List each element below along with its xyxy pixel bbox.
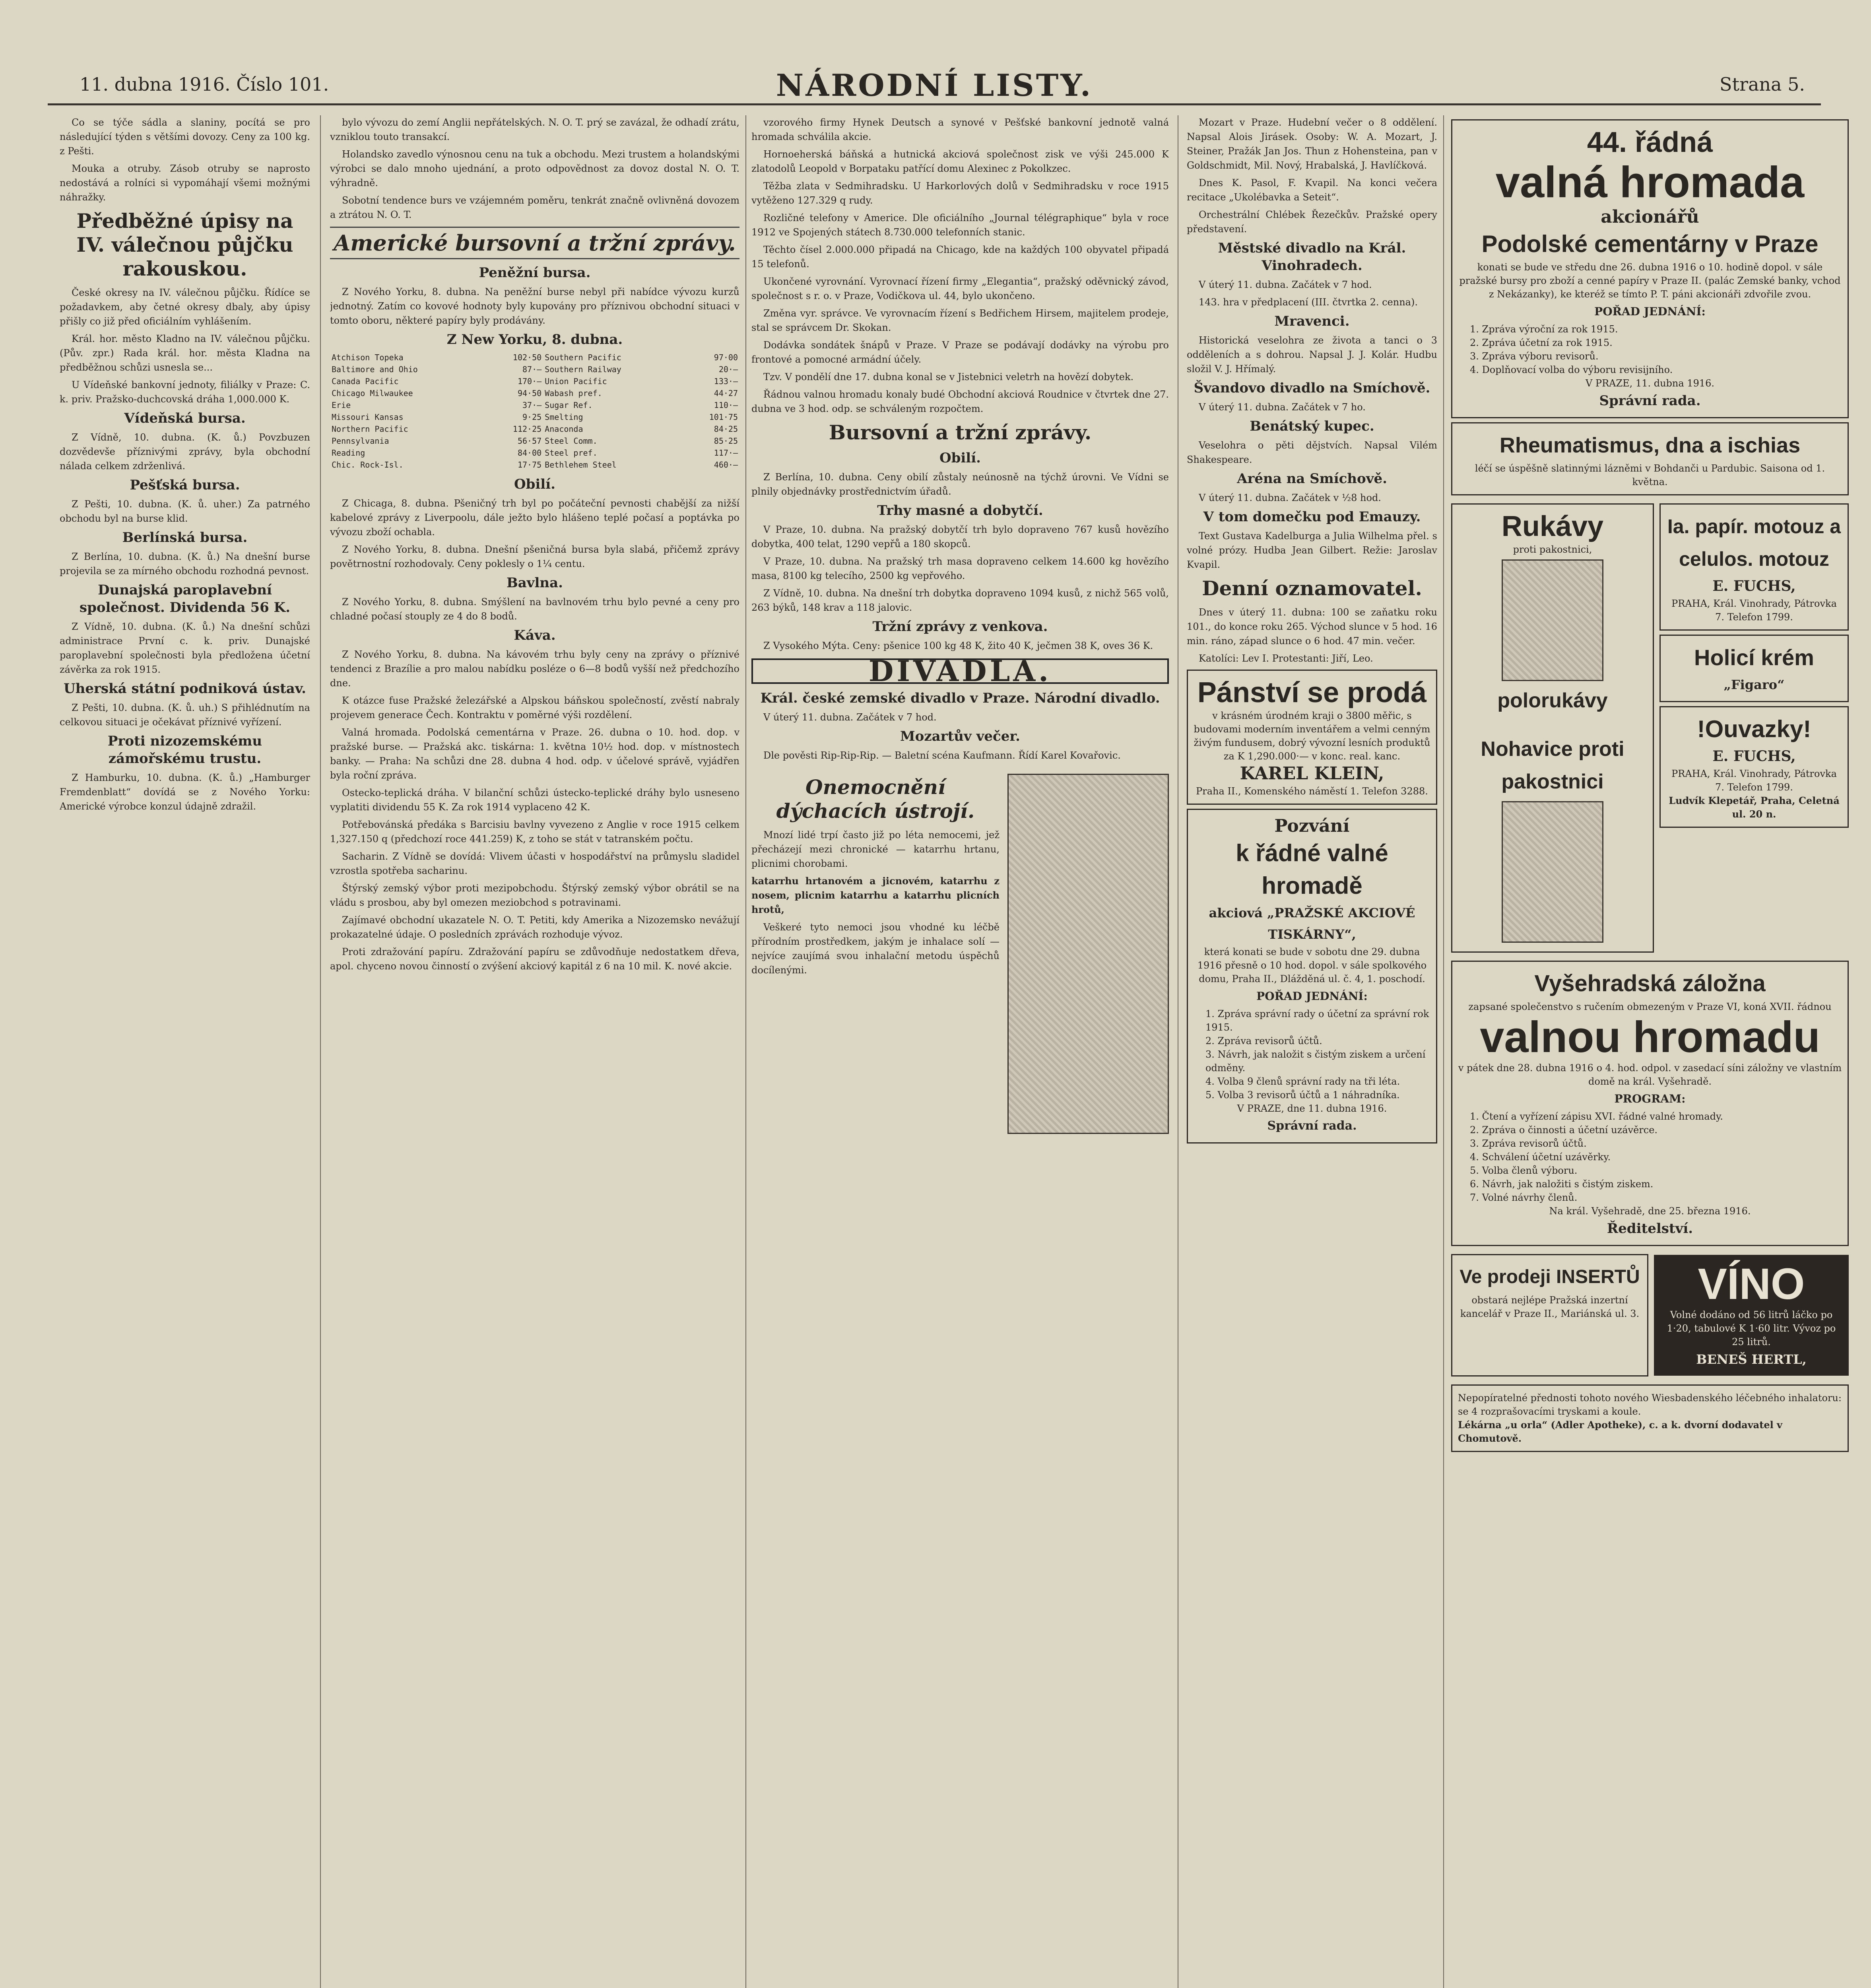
section-heading: Berlínská bursa. bbox=[122, 530, 248, 546]
ad-headline: Holicí krém bbox=[1694, 645, 1814, 670]
stock-price: 56·57 bbox=[517, 436, 542, 446]
ad-text: zapsané společenstvo s ručením obmezeným v Praze VI, koná XVII. řádnou bbox=[1468, 1001, 1832, 1012]
ad-text: v krásném úrodném kraji o 3800 měřic, s budovami moderním inventářem a velmi cenným živým fundusem, dobrý vývozní lesních produktů za K 1,290.000·— v konc. real. kanc. bbox=[1194, 710, 1430, 762]
ad-headline-big: valnou hromadu bbox=[1480, 1013, 1820, 1062]
estate-sale-advertisement bbox=[1187, 670, 1437, 805]
program-item: 1. Čtení a vyřízení zápisu XVI. řádné valné hromady. bbox=[1470, 1111, 1723, 1122]
article-paragraph: Z Nového Yorku, 8. dubna. Na kávovém trhu byly ceny na zprávy o příznivé tendenci z Brazílie a pro malou nabídku posléze o 6—8 bodů vyšší než předchozího dne. bbox=[330, 649, 739, 689]
stock-price: 97·00 bbox=[714, 353, 738, 362]
section-heading: Peněžní bursa. bbox=[479, 265, 591, 281]
play-title: Mravenci. bbox=[1274, 313, 1350, 329]
section-heading: Pešťská bursa. bbox=[130, 477, 240, 493]
program-item: 1. Zpráva správní rady o účetní za správní rok 1915. bbox=[1205, 1008, 1429, 1033]
ad-headline: Nohavice proti pakostnici bbox=[1481, 738, 1625, 793]
stock-name: Sugar Ref. bbox=[545, 400, 593, 410]
article-paragraph: Z Nového Yorku, 8. dubna. Smýšlení na bavlnovém trhu bylo pevné a ceny pro chladné počasí stouply ze 4 do 8 bodů. bbox=[330, 596, 739, 622]
spa-advertisement bbox=[1451, 422, 1849, 495]
stock-price: 460·— bbox=[714, 460, 738, 470]
program-item: 6. Návrh, jak naložiti s čistým ziskem. bbox=[1470, 1178, 1654, 1190]
theatre-description: Text Gustava Kadelburga a Julia Wilhelma přel. s volné prózy. Hudba Jean Gilbert. Režie: Jaroslav Kvapil. bbox=[1187, 530, 1437, 570]
article-paragraph: Dnes v úterý 11. dubna: 100 se zaňatku roku 101., do konce roku 265. Východ slunce v 5 hod. 16 min. ráno, západ slunce o 6 hod. 47 min. večer. bbox=[1187, 607, 1437, 646]
ad-program-heading: POŘAD JEDNÁNÍ: bbox=[1594, 305, 1706, 318]
article-paragraph: Z Vysokého Mýta. Ceny: pšenice 100 kg 48 K, žito 40 K, ječmen 38 K, oves 36 K. bbox=[763, 640, 1153, 651]
ad-other-advertiser: Ludvík Klepetář, Praha, Celetná ul. 20 n. bbox=[1669, 795, 1840, 820]
column-divider bbox=[320, 115, 321, 1988]
ad-advertiser: E. FUCHS, bbox=[1712, 578, 1796, 594]
ad-headline: Pánství se prodá bbox=[1197, 677, 1427, 709]
stock-name: Atchison Topeka bbox=[332, 353, 404, 362]
ad-program-list bbox=[1194, 1007, 1430, 1102]
ad-headline: 44. řádná bbox=[1587, 126, 1713, 158]
article-paragraph: Proti zdražování papíru. Zdražování papíru se zdůvodňuje nedostatkem dřeva, apol. chyceno novou činností o zvýšení akciový kapitál z 6 na 10 mil. K. nové akcie. bbox=[330, 946, 739, 972]
theatre-name: Švandovo divadlo na Smíchově. bbox=[1194, 380, 1430, 396]
stock-name: Erie bbox=[332, 400, 351, 410]
ad-headline: Onemocnění dýchacích ústrojí. bbox=[776, 775, 975, 823]
section-heading: Káva. bbox=[514, 627, 556, 643]
program-item: 2. Zpráva revisorů účtů. bbox=[1205, 1035, 1322, 1046]
stock-price: 170·— bbox=[517, 377, 542, 386]
article-paragraph: Štýrský zemský výbor proti mezipobchodu. Štýrský zemský výbor obrátil se na vládu s prosbou, aby byl omezen meziobchod s potravinami. bbox=[330, 883, 739, 908]
page-header bbox=[48, 60, 1821, 105]
strings-advertisement bbox=[1659, 706, 1849, 828]
section-heading: Předběžné úpisy na IV. válečnou půjčku rakouskou. bbox=[76, 209, 293, 280]
program-item: 3. Zpráva výboru revisorů. bbox=[1470, 351, 1599, 362]
ad-date: Na král. Vyšehradě, dne 25. března 1916. bbox=[1549, 1206, 1751, 1217]
article-paragraph: Co se týče sádla a slaniny, pocítá se pro následující týden s většími dovozy. Ceny za 100 kg. z Pešti. bbox=[60, 117, 310, 157]
stock-price: 84·25 bbox=[714, 424, 738, 434]
stock-name: Union Pacific bbox=[545, 377, 607, 386]
ad-text: Volné dodáno od 56 litrů láčko po 1·20, tabulové K 1·60 litr. Vývoz po 25 litrů. bbox=[1667, 1309, 1836, 1347]
article-paragraph: Z Nového Yorku, 8. dubna. Na peněžní burse nebyl při nabídce vývozu kurzů jednotný. Zatím co kovové hodnoty byly kupovány pro příznivou obchodní situaci v tomto oboru, některé papíry byly prodávány. bbox=[330, 286, 739, 326]
theatre-description: Dnes K. Pasol, F. Kvapil. Na konci večera recitace „Ukolébavka a Seteit“. bbox=[1187, 177, 1437, 203]
twine-advertisement bbox=[1659, 503, 1849, 631]
ad-program-list bbox=[1458, 1110, 1842, 1204]
ad-date: V PRAZE, 11. dubna 1916. bbox=[1585, 378, 1715, 389]
ad-text: konati se bude ve středu dne 26. dubna 1916 o 10. hodině dopol. v sále pražské bursy pro zboží a cenné papíry v Praze II. (palác Zemské banky, vchod z Nekázanky), ke kteréž se tímto P. T. páni akcionáři zdvořile zvou. bbox=[1459, 262, 1841, 300]
theatre-section-heading: DIVADLA. bbox=[751, 658, 1169, 684]
ad-row bbox=[1451, 499, 1849, 957]
ad-headline: VÍNO bbox=[1698, 1260, 1805, 1309]
ad-text: Nepopíratelné přednosti tohoto nového Wiesbadenského léčebného inhalatoru: se 4 rozprašovacími tryskami a koule. bbox=[1458, 1392, 1842, 1417]
stock-price: 102·50 bbox=[512, 353, 542, 362]
program-item: 5. Volba členů výboru. bbox=[1470, 1165, 1578, 1176]
section-heading: Obilí. bbox=[939, 450, 981, 466]
article-paragraph: Z Pešti, 10. dubna. (K. ů. uh.) S přihlédnutím na celkovou situaci je očekávat příznivé vyřízení. bbox=[60, 702, 310, 728]
article-paragraph: Zajímavé obchodní ukazatele N. O. T. Petiti, kdy Amerika a Nizozemsko nevážují prokazatelné údaje. O posledních zprávách rozhoduje vývoz. bbox=[330, 914, 739, 940]
ad-company: akciová „PRAŽSKÉ AKCIOVÉ TISKÁRNY“, bbox=[1209, 905, 1415, 942]
stock-name: Chicago Milwaukee bbox=[332, 388, 413, 398]
ad-text: která konati se bude v sobotu dne 29. dubna 1916 přesně o 10 hod. dopol. v sále spolkového domu, Praha II., Dlážděná ul. č. 4, 1. poschodí. bbox=[1197, 946, 1427, 984]
stock-price: 117·— bbox=[714, 448, 738, 458]
ad-headline: Rheumatismus, dna a ischias bbox=[1499, 433, 1801, 457]
article-paragraph: České okresy na IV. válečnou půjčku. Řídíce se požadavkem, aby četné okresy dbaly, aby úpisy přišly co již před oficiálním vyhlášením. bbox=[60, 287, 310, 327]
theatre-description: Orchestrální Chlébek Řezečkův. Pražské opery představení. bbox=[1187, 209, 1437, 235]
ad-signature: Ředitelství. bbox=[1607, 1221, 1693, 1237]
sleeve-illustration bbox=[1502, 559, 1603, 681]
stockings-illustration bbox=[1502, 801, 1603, 943]
inhaler-advertisement bbox=[751, 771, 1169, 1137]
article-paragraph: Sobotní tendence burs ve vzájemném poměru, tenkrát značně ovlivněná dovozem a ztrátou N. O. T. bbox=[330, 195, 739, 220]
stock-row bbox=[330, 375, 739, 387]
stock-row bbox=[330, 411, 739, 423]
article-paragraph: Z Berlína, 10. dubna. (K. ů.) Na dnešní burse projevila se za mírného obchodu rozhodná pevnost. bbox=[60, 551, 310, 577]
section-heading: Denní oznamovatel. bbox=[1202, 577, 1422, 600]
ad-text: Veškeré tyto nemoci jsou vhodné ku léčbě přírodním prostředkem, jakým je inhalace solí — nejvíce zaujímá svou inhalační metodu úspěchů docílenými. bbox=[751, 922, 1000, 976]
stock-row bbox=[330, 363, 739, 375]
shareholders-meeting-advertisement bbox=[1187, 809, 1437, 1143]
theatre-description: Veselohra o pěti dějstvích. Napsal Vilém Shakespeare. bbox=[1187, 440, 1437, 465]
article-paragraph: vzorového firmy Hynek Deutsch a synové v Pešťské bankovní jednotě valná hromada schválila akcie. bbox=[751, 117, 1169, 142]
ad-signature: Správní rada. bbox=[1267, 1119, 1357, 1133]
ad-row bbox=[1451, 1250, 1849, 1380]
stock-price: 84·00 bbox=[517, 448, 542, 458]
article-paragraph: bylo vývozu do zemí Anglii nepřátelských. N. O. T. prý se zavázal, že odhadí zrátu, vzniklou touto transakcí. bbox=[330, 117, 739, 142]
stock-row bbox=[330, 447, 739, 459]
article-paragraph: Tzv. V pondělí dne 17. dubna konal se v Jistebnici veletrh na hovězí dobytek. bbox=[763, 371, 1134, 382]
man-with-inhaler-illustration bbox=[1007, 774, 1169, 1134]
article-paragraph: Těchto čísel 2.000.000 připadá na Chicago, kde na každých 100 obyvatel připadá 15 telefonů. bbox=[751, 244, 1169, 270]
program-item: 1. Zpráva výroční za rok 1915. bbox=[1470, 324, 1618, 335]
ad-headline: Vyšehradská záložna bbox=[1534, 971, 1766, 996]
section-heading: Bursovní a tržní zprávy. bbox=[829, 421, 1092, 444]
ad-advertiser: E. FUCHS, bbox=[1712, 748, 1796, 765]
section-heading: Americké bursovní a tržní zprávy. bbox=[330, 227, 739, 259]
theatre-description: Historická veselohra ze života a tanci o 3 odděleních a s dohrou. Napsal J. J. Kolár. Hudbu složil V. J. Hřímalý. bbox=[1187, 335, 1437, 375]
inhaler-device-advertisement bbox=[1451, 1384, 1849, 1452]
program-item: 5. Volba 3 revisorů účtů a 1 náhradníka. bbox=[1205, 1089, 1400, 1101]
wine-advertisement bbox=[1654, 1255, 1849, 1376]
stock-name: Baltimore and Ohio bbox=[332, 365, 418, 374]
stock-price: 85·25 bbox=[714, 436, 738, 446]
article-paragraph: Z Vídně, 10. dubna. (K. ů.) Na dnešní schůzi administrace První c. k. priv. Dunajské paroplavební společnosti byla předložena účetní závěrka za rok 1915. bbox=[60, 621, 310, 675]
program-item: 4. Schválení účetní uzávěrky. bbox=[1470, 1151, 1611, 1163]
ad-headline: !Ouvazky! bbox=[1697, 716, 1811, 742]
ad-headline-big: valná hromada bbox=[1495, 158, 1805, 207]
stock-price: 110·— bbox=[714, 400, 738, 410]
stock-name: Pennsylvania bbox=[332, 436, 389, 446]
ad-headline: polorukávy bbox=[1497, 689, 1608, 712]
ad-text: proti pakostnici, bbox=[1513, 544, 1592, 555]
column-3 bbox=[751, 115, 1169, 1988]
issue-date: 11. dubna 1916. Číslo 101. bbox=[80, 74, 329, 95]
stock-price: 133·— bbox=[714, 377, 738, 386]
stock-price: 9·25 bbox=[522, 412, 542, 422]
section-heading: Bavlna. bbox=[506, 575, 563, 591]
theatre-description: Mozart v Praze. Hudební večer o 8 oddělení. Napsal Alois Jirásek. Osoby: W. A. Mozart, J. Steiner, Pražák Jan Jos. Thun z Hohensteina, pan v Goldschmidt, Mil. Nový, Hrabalská, J. Havlíčková. bbox=[1187, 117, 1437, 171]
stock-price: 87·— bbox=[522, 365, 542, 374]
sleeves-advertisement bbox=[1451, 503, 1654, 953]
theatre-info: 143. hra v předplacení (III. čtvrtka 2. cenna). bbox=[1199, 297, 1418, 308]
ad-program-list bbox=[1458, 322, 1842, 377]
masthead-title: NÁRODNÍ LISTY. bbox=[776, 68, 1093, 103]
program-item: 3. Zpráva revisorů účtů. bbox=[1470, 1138, 1587, 1149]
ad-headline: Ve prodeji INSERTŮ bbox=[1460, 1266, 1640, 1287]
theatre-date: V úterý 11. dubna. Začátek v 7 hod. bbox=[1199, 279, 1372, 290]
stock-name: Steel pref. bbox=[545, 448, 598, 458]
article-paragraph: Z Chicaga, 8. dubna. Pšeničný trh byl po počáteční pevnosti chabější za nižší kabelové zprávy z Liverpoolu, dále ježto bylo hlášeno teplé počasí a poptávka po vývozu zboží ochabla. bbox=[330, 498, 739, 538]
article-paragraph: Z Berlína, 10. dubna. Ceny obilí zůstaly neúnosně na týchž úrovni. Ve Vídni se plnily objednávky prostřednictvím úřadů. bbox=[751, 472, 1169, 497]
article-paragraph: Holandsko zavedlo výnosnou cenu na tuk a obchodu. Mezi trustem a holandskými výrobci se dalo mnoho ujednání, a proto odpovědnost za dovoz dostal N. O. T. výhradně. bbox=[330, 149, 739, 188]
ad-advertiser: BENEŠ HERTL, bbox=[1696, 1352, 1807, 1367]
article-paragraph: Z Hamburku, 10. dubna. (K. ů.) „Hamburger Fremdenblatt“ dovídá se z Nového Yorku: Americké výrobce konzul údajně zdražil. bbox=[60, 772, 310, 812]
stock-name: Wabash pref. bbox=[545, 388, 602, 398]
article-paragraph: Řádnou valnou hromadu konaly budé Obchodní akciová Roudnice v čtvrtek dne 27. dubna ve 3 hod. odp. se schváleným rozpočtem. bbox=[751, 389, 1169, 414]
ad-headline: Rukávy bbox=[1501, 511, 1604, 542]
program-item: 3. Návrh, jak naložit s čistým ziskem a určení odměny. bbox=[1205, 1049, 1426, 1074]
article-paragraph: Ostecko-teplická dráha. V bilanční schůzi ústecko-teplické dráhy bylo usneseno vyplatiti dividendu 55 K. Za rok 1914 vyplaceno 42 K. bbox=[330, 787, 739, 813]
article-paragraph: Z Pešti, 10. dubna. (K. ů. uher.) Za patrného obchodu byl na burse klid. bbox=[60, 499, 310, 524]
ad-headline: Ia. papír. motouz a celulos. motouz bbox=[1667, 515, 1841, 570]
theatre-date: V úterý 11. dubna. Začátek v ½8 hod. bbox=[1199, 492, 1381, 503]
column-1 bbox=[60, 115, 310, 1988]
article-paragraph: V Praze, 10. dubna. Na pražský trh masa dopraveno celkem 14.600 kg hovězího masa, 8100 kg telecího, 2500 kg vepřového. bbox=[751, 556, 1169, 581]
program-item: 4. Doplňovací volba do výboru revisijního. bbox=[1470, 364, 1673, 375]
stock-price: 94·50 bbox=[517, 388, 542, 398]
ad-address: PRAHA, Král. Vinohrady, Pátrovka 7. Telefon 1799. bbox=[1671, 768, 1837, 793]
stock-name: Southern Railway bbox=[545, 365, 621, 374]
stock-name: Anaconda bbox=[545, 424, 583, 434]
article-paragraph: Těžba zlata v Sedmihradsku. U Harkorlových dolů v Sedmihradsku v roce 1915 vytěženo 127.329 q rudy. bbox=[751, 181, 1169, 206]
column-divider bbox=[1443, 115, 1444, 1988]
stock-name: Canada Pacific bbox=[332, 377, 399, 386]
ad-company: Podolské cementárny v Praze bbox=[1481, 231, 1819, 257]
play-title: V tom domečku pod Emauzy. bbox=[1203, 509, 1421, 525]
article-paragraph: Valná hromada. Podolská cementárna v Praze. 26. dubna o 10. hod. dop. v pražské burse. — Pražská akc. tiskárna: 1. května 10½ hod. dop. v místnostech banky. — Praha: Na schůzi dne 28. dubna 4 hod. odp. v účelové správě, vyjádřen byla roční zpráva. bbox=[330, 727, 739, 781]
stocks-heading: Z New Yorku, 8. dubna. bbox=[446, 332, 623, 348]
column-4 bbox=[1187, 115, 1437, 1988]
theatre-date: V úterý 11. dubna. Začátek v 7 ho. bbox=[1199, 402, 1366, 413]
stock-row bbox=[330, 399, 739, 411]
program-item: 2. Zpráva o činnosti a účetní uzávěrce. bbox=[1470, 1124, 1658, 1136]
theatre-name: Král. české zemské divadlo v Praze. Národní divadlo. bbox=[760, 690, 1160, 706]
ad-date: V PRAZE, dne 11. dubna 1916. bbox=[1237, 1103, 1387, 1114]
shaving-cream-advertisement bbox=[1659, 635, 1849, 702]
article-paragraph: K otázce fuse Pražské železářské a Alpskou báňskou společností, zvěstí nabraly projevem generace Čech. Kontraktu v poměrné výši rozdělení. bbox=[330, 695, 739, 720]
program-item: 2. Zpráva účetní za rok 1915. bbox=[1470, 337, 1613, 348]
stock-name: Northern Pacific bbox=[332, 424, 408, 434]
cement-company-meeting-advertisement bbox=[1451, 119, 1849, 418]
ad-program-heading: POŘAD JEDNÁNÍ: bbox=[1256, 990, 1368, 1003]
stock-price: 20·— bbox=[718, 365, 738, 374]
article-paragraph: Mouka a otruby. Zásob otruby se naprosto nedostává a rolníci si vypomáhají všemi možnými náhražky. bbox=[60, 163, 310, 203]
theatre-name: Aréna na Smíchově. bbox=[1237, 471, 1387, 487]
section-heading: Uherská státní podniková ústav. bbox=[63, 681, 307, 697]
ad-text: obstará nejlépe Pražská inzertní kancelář v Praze II., Mariánská ul. 3. bbox=[1460, 1295, 1640, 1319]
article-paragraph: V Praze, 10. dubna. Na pražský dobytčí trh bylo dopraveno 767 kusů hovězího dobytka, 400 telat, 1290 vepřů a 180 skopců. bbox=[751, 524, 1169, 549]
article-paragraph: Z Vídně, 10. dubna. Na dnešní trh dobytka dopraveno 1094 kusů, z nichž 565 volů, 263 býků, 148 krav a 118 jalovic. bbox=[751, 588, 1169, 613]
article-paragraph: Změna vyr. správce. Ve vyrovnacím řízení s Bedřichem Hirsem, majitelem prodeje, stal se správcem Dr. Skokan. bbox=[751, 308, 1169, 333]
stock-price: 112·25 bbox=[512, 424, 542, 434]
stock-name: Southern Pacific bbox=[545, 353, 621, 362]
ad-text: léčí se úspěšně slatinnými lázněmi v Bohdanči u Pardubic. Saisona od 1. května. bbox=[1475, 463, 1825, 487]
ad-signature: Správní rada. bbox=[1599, 393, 1701, 409]
stock-price: 44·27 bbox=[714, 388, 738, 398]
theatre-name: Městské divadlo na Král. Vinohradech. bbox=[1218, 240, 1406, 274]
stock-row bbox=[330, 387, 739, 399]
article-paragraph: Rozličné telefony v Americe. Dle oficiálního „Journal télégraphique“ byla v roce 1912 ve Spojených státech 8.730.000 telefonních stanic. bbox=[751, 212, 1169, 238]
article-paragraph: Z Vídně, 10. dubna. (K. ů.) Povzbuzen dozvědevše příznivými zprávy, byla obchodní nálada celkem zdrženlivá. bbox=[60, 432, 310, 472]
stock-price: 17·75 bbox=[517, 460, 542, 470]
program-item: 4. Volba 9 členů správní rady na tři léta. bbox=[1205, 1076, 1400, 1087]
program-item: 7. Volné návrhy členů. bbox=[1470, 1192, 1578, 1203]
article-paragraph: Katolíci: Lev I. Protestanti: Jiří, Leo. bbox=[1199, 653, 1373, 664]
page-number: Strana 5. bbox=[1720, 74, 1805, 95]
stock-row bbox=[330, 423, 739, 435]
ad-headline-big: k řádné valné hromadě bbox=[1236, 840, 1388, 899]
stock-row bbox=[330, 435, 739, 447]
ad-address: PRAHA, Král. Vinohrady, Pátrovka 7. Telefon 1799. bbox=[1671, 598, 1837, 623]
section-heading: Tržní zprávy z venkova. bbox=[872, 619, 1048, 635]
ad-sub-headline: akcionářů bbox=[1601, 207, 1699, 227]
theatre-date: V úterý 11. dubna. Začátek v 7 hod. bbox=[763, 712, 937, 723]
article-paragraph: Sacharin. Z Vídně se dovídá: Vlivem účasti v hospodářství na průmyslu sladidel vzrostla spotřeba sacharinu. bbox=[330, 851, 739, 876]
stock-row bbox=[330, 351, 739, 363]
stock-name: Chic. Rock-Isl. bbox=[332, 460, 404, 470]
article-paragraph: Král. hor. město Kladno na IV. válečnou půjčku. (Pův. zpr.) Rada král. hor. města Kladna na předběžnou schůzi usnesla se... bbox=[60, 333, 310, 373]
ad-advertiser: Lékárna „u orla“ (Adler Apotheke), c. a k. dvorní dodavatel v Chomutově. bbox=[1458, 1419, 1782, 1444]
article-paragraph: Ukončené vyrovnání. Vyrovnací řízení firmy „Elegantia“, pražský oděvnický závod, společnost s r. o. v Praze, Vodičkova ul. 44, bylo ukončeno. bbox=[751, 276, 1169, 301]
insert-office-advertisement bbox=[1451, 1254, 1648, 1376]
stock-name: Bethlehem Steel bbox=[545, 460, 617, 470]
ad-text-bold: katarrhu hrtanovém a jicnovém, katarrhu z nosem, plicnim katarrhu a katarrhu plicních hrotů, bbox=[751, 875, 1000, 915]
ad-sub-headline: „Figaro“ bbox=[1723, 677, 1785, 692]
stock-name: Missouri Kansas bbox=[332, 412, 404, 422]
stock-quote-table bbox=[330, 351, 739, 471]
column-divider bbox=[745, 115, 746, 1988]
column-5 bbox=[1451, 115, 1849, 1988]
section-heading: Obilí. bbox=[514, 476, 555, 492]
play-title: Benátský kupec. bbox=[1250, 418, 1374, 434]
article-paragraph: Dodávka sondátek šnápů v Praze. V Praze se podávají dodávky na výrobu pro frontové a pomocné armádní účely. bbox=[751, 340, 1169, 365]
stock-name: Smelting bbox=[545, 412, 583, 422]
article-paragraph: Hornoeherská báňská a hutnická akciová společnost zisk ve výši 245.000 K zlatodolů Leopold v Borpataku patřící domu Alexinec z Pokolkzec. bbox=[751, 149, 1169, 174]
ad-program-heading: PROGRAM: bbox=[1614, 1092, 1686, 1105]
section-heading: Trhy masné a dobytčí. bbox=[877, 503, 1043, 518]
ad-advertiser: KAREL KLEIN, bbox=[1240, 763, 1384, 784]
ad-headline: Pozvání bbox=[1274, 816, 1350, 836]
stock-name: Steel Comm. bbox=[545, 436, 598, 446]
section-heading: Proti nizozemskému zámořskému trustu. bbox=[107, 733, 262, 767]
ad-text: Mnozí lidé trpí často již po léta nemocemi, jež přecházejí mezi chronické — katarrhu hrtanu, plicnimi chorobami. bbox=[751, 829, 1000, 869]
article-paragraph: Z Nového Yorku, 8. dubna. Dnešní pšeničná bursa byla slabá, přičemž zprávy povětrnostní rozhodovaly. Ceny poklesly o 1¼ centu. bbox=[330, 544, 739, 569]
stock-price: 37·— bbox=[522, 400, 542, 410]
article-paragraph: U Vídeňské bankovní jednoty, filiálky v Praze: C. k. priv. Pražsko-duchcovská dráha 1,000.000 K. bbox=[60, 379, 310, 405]
play-title: Mozartův večer. bbox=[900, 728, 1020, 744]
theatre-description: Dle pověsti Rip-Rip-Rip. — Baletní scéna Kaufmann. Řídí Karel Kovařovic. bbox=[763, 750, 1121, 761]
section-heading: Vídeňská bursa. bbox=[124, 410, 246, 426]
stock-price: 101·75 bbox=[709, 412, 738, 422]
ad-stack bbox=[1659, 499, 1849, 957]
article-paragraph: Potřebovánská předáka s Barcisiu bavlny vyvezeno z Anglie v roce 1915 celkem 1,327.150 q (předchozí roce 441.259) K, z toho se stát v tatranském počtu. bbox=[330, 819, 739, 845]
section-heading: Dunajská paroplavební společnost. Dividenda 56 K. bbox=[79, 582, 291, 615]
stock-name: Reading bbox=[332, 448, 365, 458]
ad-text: v pátek dne 28. dubna 1916 o 4. hod. odpol. v zasedací síni záložny ve vlastním domě na král. Vyšehradě. bbox=[1458, 1062, 1842, 1087]
column-2 bbox=[330, 115, 739, 1988]
ad-address: Praha II., Komenského náměstí 1. Telefon 3288. bbox=[1196, 786, 1428, 797]
savings-bank-meeting-advertisement bbox=[1451, 961, 1849, 1246]
stock-row bbox=[330, 459, 739, 471]
